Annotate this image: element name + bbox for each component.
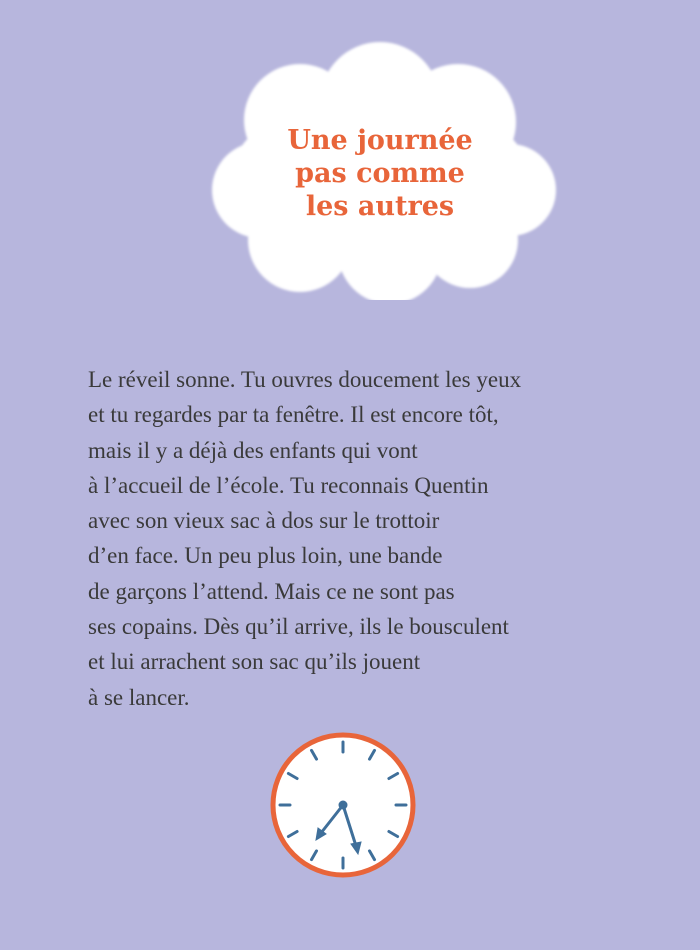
paragraph-line: ses copains. Dès qu’il arrive, ils le bousculent xyxy=(88,614,509,640)
clock-icon xyxy=(268,730,418,880)
paragraph-line: à se lancer. xyxy=(88,684,190,710)
paragraph-line: d’en face. Un peu plus loin, une bande xyxy=(88,543,443,569)
story-paragraph xyxy=(88,362,648,715)
paragraph-line: à l’accueil de l’école. Tu reconnais Quentin xyxy=(88,472,489,498)
title-line-2: pas comme xyxy=(295,158,465,189)
page-title xyxy=(190,124,570,223)
clock-center xyxy=(339,801,348,810)
title-cloud xyxy=(190,40,570,300)
title-line-1: Une journée xyxy=(287,125,473,156)
title-line-3: les autres xyxy=(305,191,455,222)
paragraph-line: et lui arrachent son sac qu’ils jouent xyxy=(88,649,421,675)
paragraph-line: mais il y a déjà des enfants qui vont xyxy=(88,437,418,463)
paragraph-line: et tu regardes par ta fenêtre. Il est encore tôt, xyxy=(88,402,499,428)
paragraph-line: Le réveil sonne. Tu ouvres doucement les yeux xyxy=(88,367,522,392)
paragraph-line: avec son vieux sac à dos sur le trottoir xyxy=(88,508,440,534)
paragraph-line: de garçons l’attend. Mais ce ne sont pas xyxy=(88,578,455,604)
